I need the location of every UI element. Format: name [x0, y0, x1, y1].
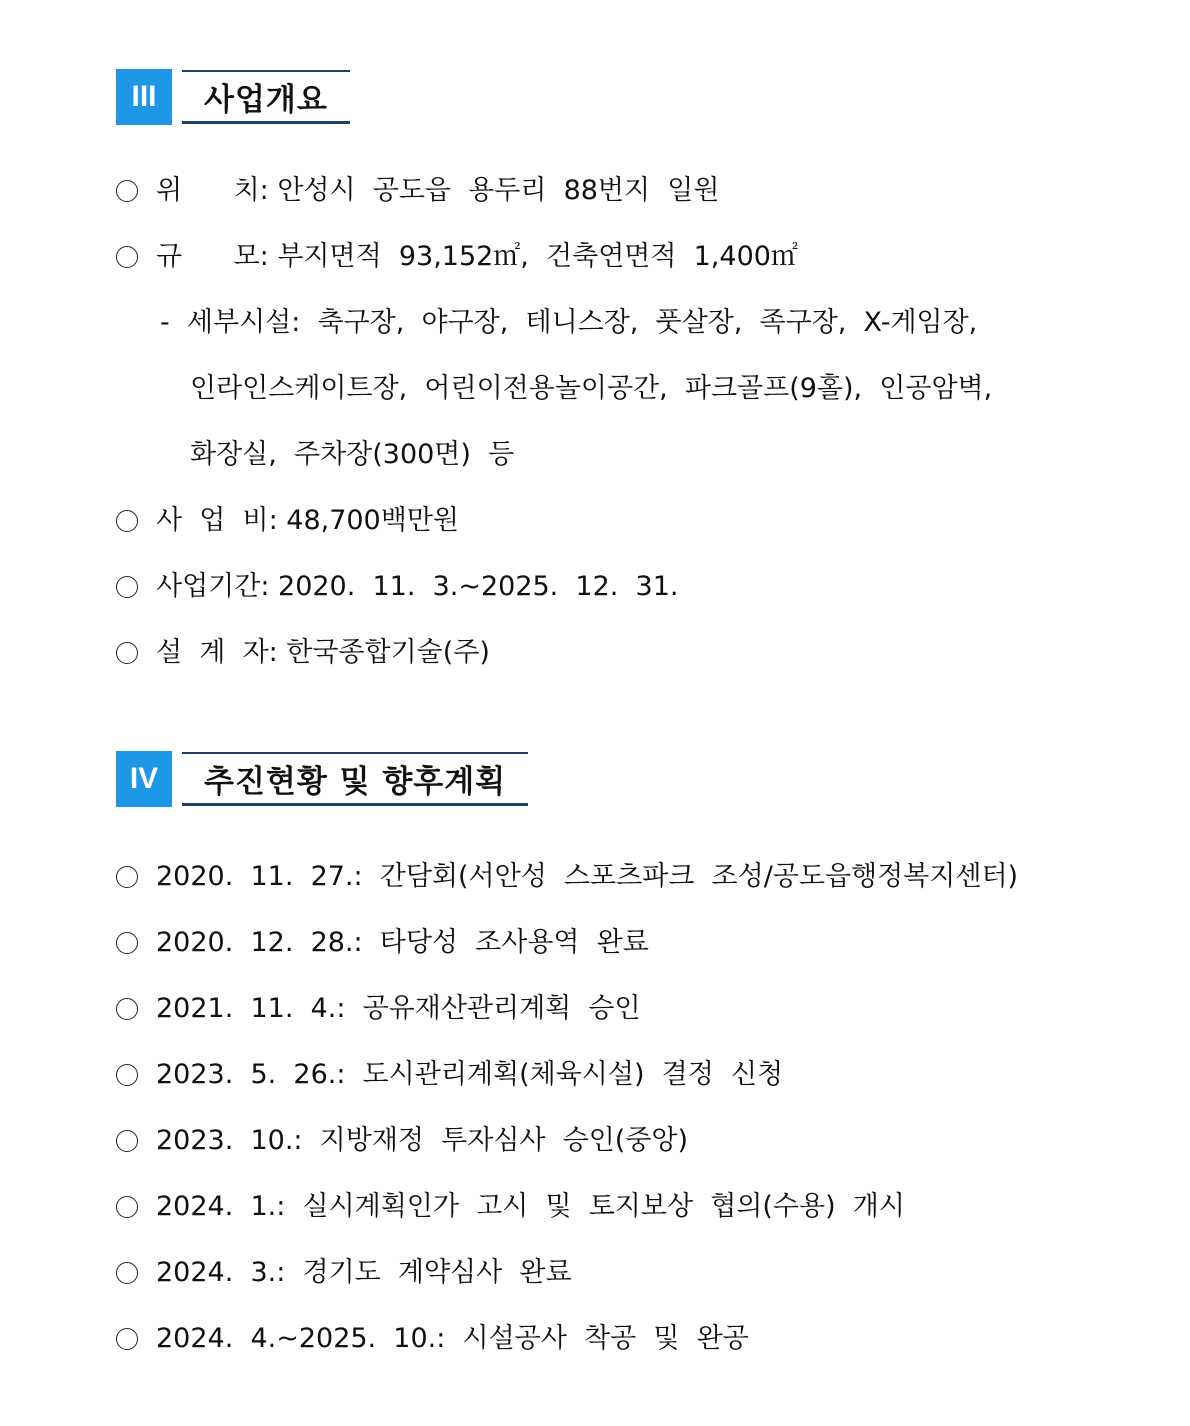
circle-bullet-icon [116, 1064, 138, 1086]
progress-item [116, 860, 1018, 894]
item-text: 2024. 4.~2025. 10.: 시설공사 착공 및 완공 [156, 1323, 749, 1354]
progress-item [116, 926, 649, 960]
section-title: 추진현황 및 향후계획 [182, 752, 528, 806]
circle-bullet-icon [116, 246, 138, 268]
facility-detail-line: 화장실, 주차장(300면) 등 [190, 439, 515, 470]
circle-bullet-icon [116, 510, 138, 532]
facility-detail-line: - 세부시설: 축구장, 야구장, 테니스장, 풋살장, 족구장, X-게임장, [160, 307, 978, 338]
circle-bullet-icon [116, 1130, 138, 1152]
item-value: 2020. 11. 3.~2025. 12. 31. [278, 571, 679, 602]
section-header-progress [116, 750, 528, 808]
overview-item-period [116, 570, 678, 604]
item-label: 사 업 비: [156, 505, 287, 536]
circle-bullet-icon [116, 642, 138, 664]
circle-bullet-icon [116, 576, 138, 598]
progress-item [116, 1058, 783, 1092]
section-title: 사업개요 [182, 70, 350, 124]
progress-item [116, 1190, 905, 1224]
section-number-badge: IV [116, 751, 172, 807]
circle-bullet-icon [116, 932, 138, 954]
progress-item [116, 1322, 749, 1356]
item-text: 2023. 5. 26.: 도시관리계획(체육시설) 결정 신청 [156, 1059, 784, 1090]
progress-item [116, 1256, 572, 1290]
circle-bullet-icon [116, 866, 138, 888]
item-label: 사업기간: [156, 571, 279, 602]
overview-item-scale [116, 240, 798, 274]
circle-bullet-icon [116, 180, 138, 202]
circle-bullet-icon [116, 998, 138, 1020]
circle-bullet-icon [116, 1262, 138, 1284]
section-number-badge: III [116, 69, 172, 125]
item-value: 부지면적 93,152㎡, 건축연면적 1,400㎡ [277, 241, 798, 272]
item-text: 2024. 3.: 경기도 계약심사 완료 [156, 1257, 572, 1288]
facility-detail-line: 인라인스케이트장, 어린이전용놀이공간, 파크골프(9홀), 인공암벽, [190, 373, 993, 404]
overview-item-designer [116, 636, 490, 670]
item-text: 2020. 11. 27.: 간담회(서안성 스포츠파크 조성/공도읍행정복지센터) [156, 861, 1019, 892]
item-text: 2020. 12. 28.: 타당성 조사용역 완료 [156, 927, 649, 958]
progress-item [116, 992, 641, 1026]
overview-item-cost [116, 504, 459, 538]
circle-bullet-icon [116, 1328, 138, 1350]
overview-item-location [116, 174, 719, 208]
item-text: 2021. 11. 4.: 공유재산관리계획 승인 [156, 993, 641, 1024]
item-value: 안성시 공도읍 용두리 88번지 일원 [277, 175, 720, 206]
item-text: 2024. 1.: 실시계획인가 고시 및 토지보상 협의(수용) 개시 [156, 1191, 905, 1222]
item-value: 한국종합기술(주) [286, 637, 490, 668]
item-label: 위 치: [156, 175, 278, 206]
item-label: 설 계 자: [156, 637, 287, 668]
item-label: 규 모: [156, 241, 278, 272]
item-text: 2023. 10.: 지방재정 투자심사 승인(중앙) [156, 1125, 689, 1156]
section-header-overview [116, 68, 350, 126]
progress-item [116, 1124, 688, 1158]
item-value: 48,700백만원 [286, 505, 459, 536]
circle-bullet-icon [116, 1196, 138, 1218]
